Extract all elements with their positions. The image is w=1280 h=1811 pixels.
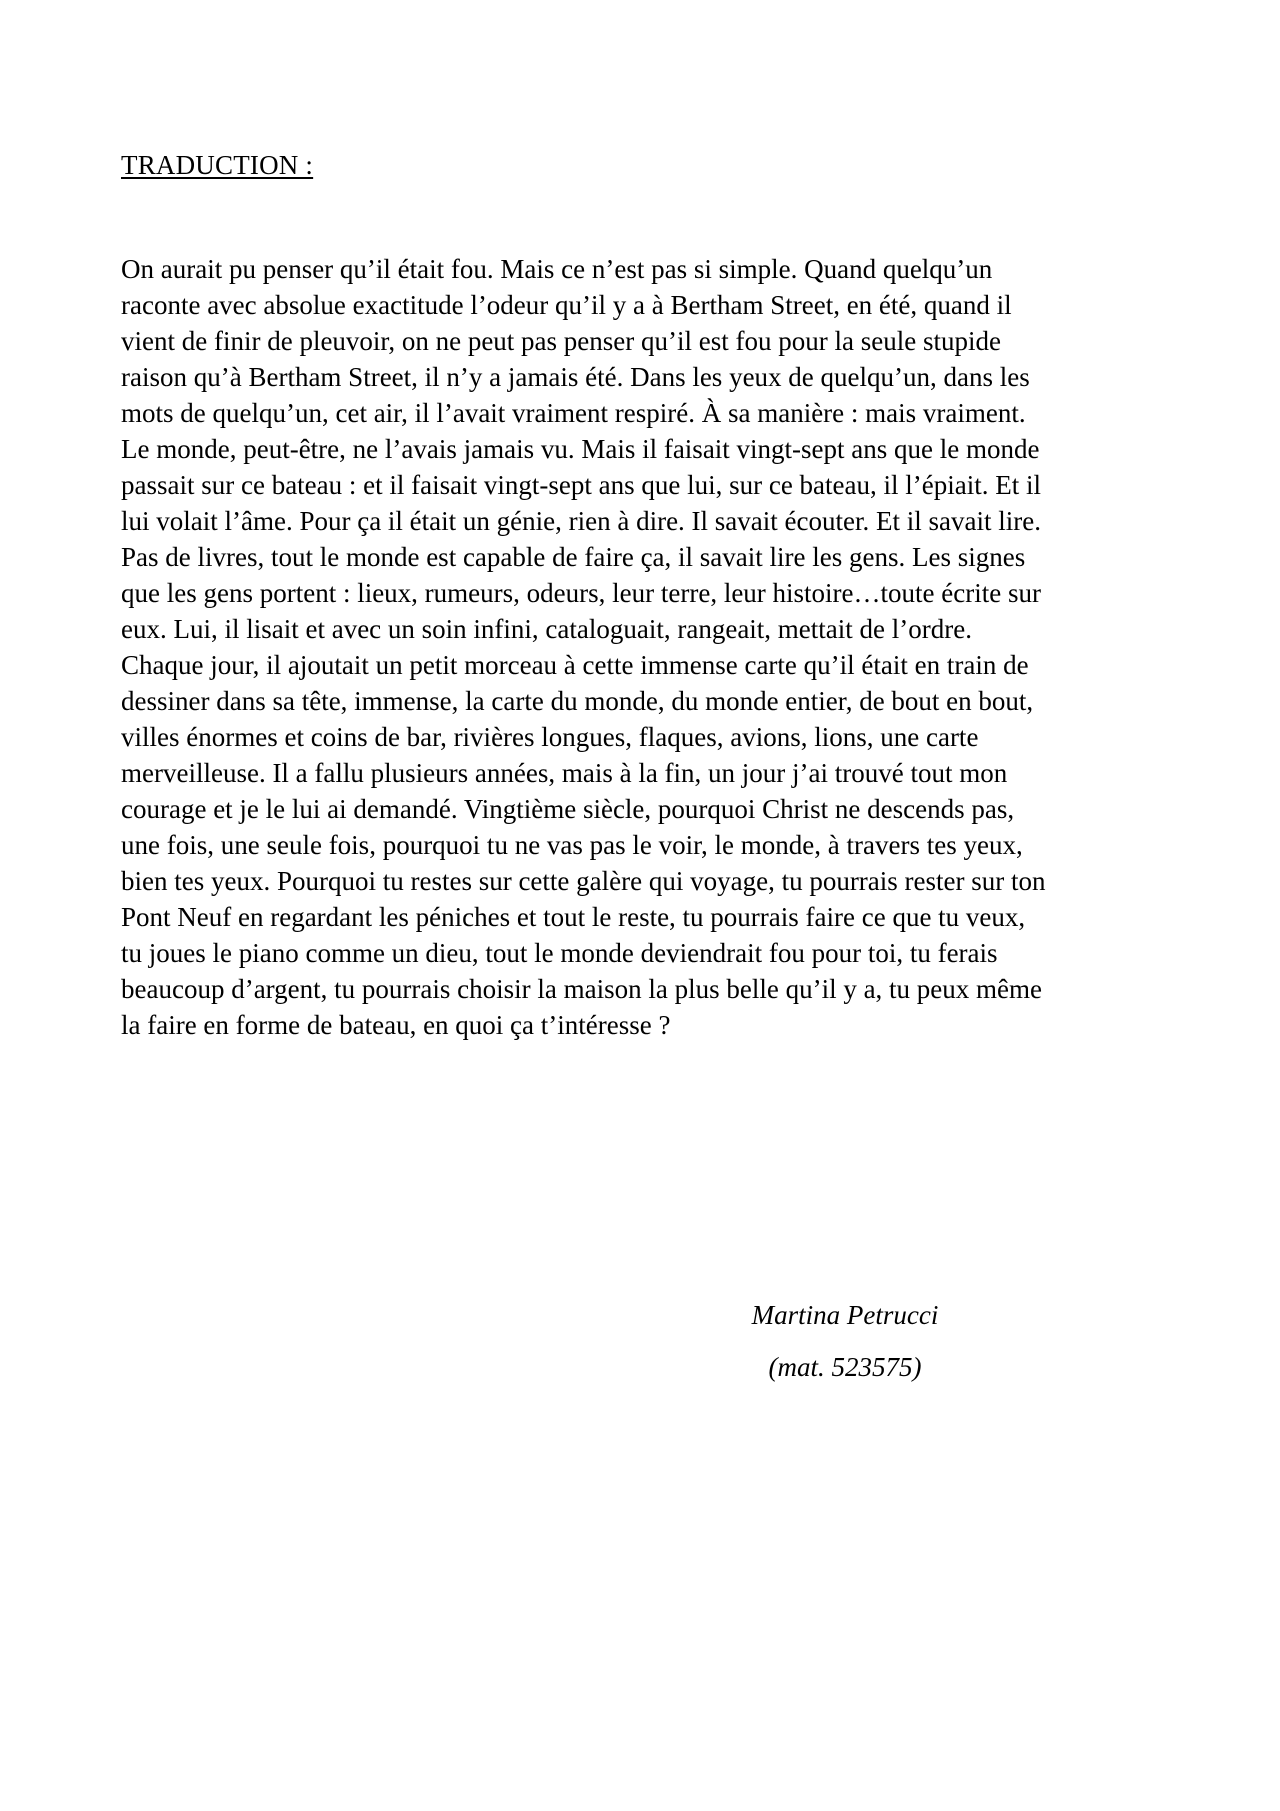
text-line: lui volait l’âme. Pour ça il était un génie, rien à dire. Il savait écouter. Et il savait lire.	[121, 506, 1041, 536]
text-line: dessiner dans sa tête, immense, la carte du monde, du monde entier, de bout en bout,	[121, 686, 1034, 716]
text-line: vient de finir de pleuvoir, on ne peut pas penser qu’il est fou pour la seule stupide	[121, 326, 1001, 356]
text-line: que les gens portent : lieux, rumeurs, odeurs, leur terre, leur histoire…toute écrite sur	[121, 578, 1041, 608]
text-line: Pas de livres, tout le monde est capable de faire ça, il savait lire les gens. Les signes	[121, 542, 1026, 572]
body-paragraph	[121, 251, 1201, 1043]
text-line: eux. Lui, il lisait et avec un soin infini, cataloguait, rangeait, mettait de l’ordre.	[121, 614, 972, 644]
text-line: courage et je le lui ai demandé. Vingtième siècle, pourquoi Christ ne descends pas,	[121, 794, 1015, 824]
text-line: une fois, une seule fois, pourquoi tu ne vas pas le voir, le monde, à travers tes yeux,	[121, 830, 1023, 860]
page-title: TRADUCTION :	[121, 150, 314, 180]
text-line: mots de quelqu’un, cet air, il l’avait vraiment respiré. À sa manière : mais vraiment.	[121, 398, 1026, 428]
text-line: Chaque jour, il ajoutait un petit morceau à cette immense carte qu’il était en train de	[121, 650, 1029, 680]
text-line: bien tes yeux. Pourquoi tu restes sur cette galère qui voyage, tu pourrais rester sur ton	[121, 866, 1046, 896]
signature-name: Martina Petrucci	[751, 1300, 939, 1330]
text-line: merveilleuse. Il a fallu plusieurs années, mais à la fin, un jour j’ai trouvé tout mon	[121, 758, 1008, 788]
signature-matricule: (mat. 523575)	[768, 1352, 922, 1382]
text-line: Le monde, peut-être, ne l’avais jamais vu. Mais il faisait vingt-sept ans que le monde	[121, 434, 1040, 464]
text-line: passait sur ce bateau : et il faisait vingt-sept ans que lui, sur ce bateau, il l’épiait. Et il	[121, 470, 1041, 500]
text-line: On aurait pu penser qu’il était fou. Mais ce n’est pas si simple. Quand quelqu’un	[121, 254, 993, 284]
text-line: beaucoup d’argent, tu pourrais choisir la maison la plus belle qu’il y a, tu peux même	[121, 974, 1043, 1004]
text-line: raconte avec absolue exactitude l’odeur qu’il y a à Bertham Street, en été, quand il	[121, 290, 1012, 320]
text-line: tu joues le piano comme un dieu, tout le monde deviendrait fou pour toi, tu ferais	[121, 938, 998, 968]
text-line: villes énormes et coins de bar, rivières longues, flaques, avions, lions, une carte	[121, 722, 979, 752]
text-line: raison qu’à Bertham Street, il n’y a jamais été. Dans les yeux de quelqu’un, dans les	[121, 362, 1030, 392]
text-line: Pont Neuf en regardant les péniches et tout le reste, tu pourrais faire ce que tu veux,	[121, 902, 1026, 932]
text-line: la faire en forme de bateau, en quoi ça t’intéresse ?	[121, 1010, 671, 1040]
